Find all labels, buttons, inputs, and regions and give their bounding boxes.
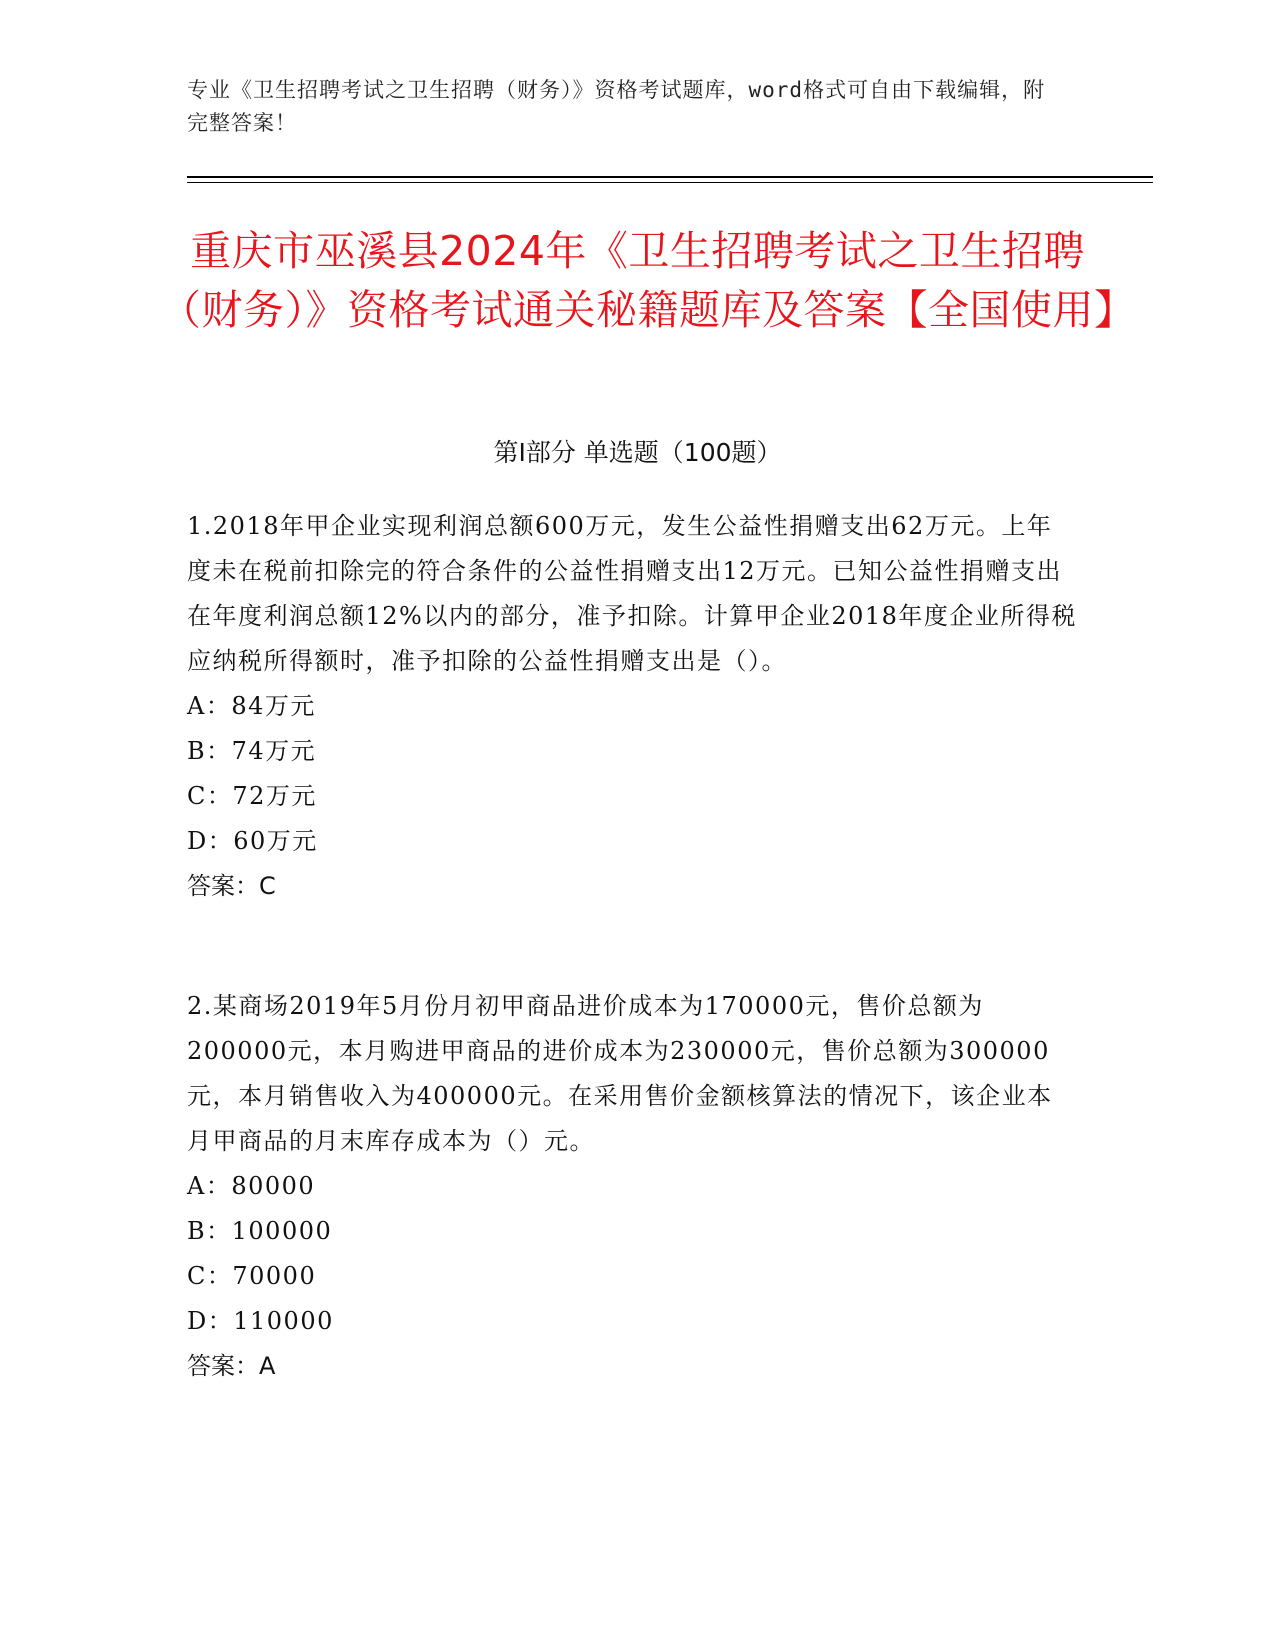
header-rule-thick	[187, 176, 1153, 178]
option-c: C：72万元	[187, 782, 317, 810]
header-note: 专业《卫生招聘考试之卫生招聘（财务）》资格考试题库，word格式可自由下载编辑，附完整答案！	[187, 78, 1046, 135]
question-answer: 答案：C	[187, 872, 276, 900]
question-1	[187, 504, 1077, 909]
option-a: A：84万元	[187, 692, 316, 720]
question-answer: 答案：A	[187, 1352, 276, 1380]
option-d: D：110000	[187, 1307, 334, 1335]
section-title: 第Ⅰ部分 单选题（100题）	[493, 438, 782, 467]
option-b: B：74万元	[187, 737, 317, 765]
question-2	[187, 984, 1077, 1389]
header-rule-thin	[187, 182, 1153, 183]
option-d: D：60万元	[187, 827, 318, 855]
option-c: C：70000	[187, 1262, 317, 1290]
question-stem: 1.2018年甲企业实现利润总额600万元，发生公益性捐赠支出62万元。上年度未在税前扣除完的符合条件的公益性捐赠支出12万元。已知公益性捐赠支出在年度利润总额12%以内的部分，准予扣除。计算甲企业2018年度企业所得税应纳税所得额时，准予扣除的公益性捐赠支出是（）。	[187, 512, 1077, 675]
document-title: 重庆市巫溪县2024年《卫生招聘考试之卫生招聘（财务）》资格考试通关秘籍题库及答案【全国使用】	[160, 227, 1136, 334]
option-a: A：80000	[187, 1172, 316, 1200]
question-stem: 2.某商场2019年5月份月初甲商品进价成本为170000元，售价总额为200000元，本月购进甲商品的进价成本为230000元，售价总额为300000元，本月销售收入为400000元。在采用售价金额核算法的情况下，该企业本月甲商品的月末库存成本为（）元。	[187, 992, 1053, 1155]
option-b: B：100000	[187, 1217, 333, 1245]
